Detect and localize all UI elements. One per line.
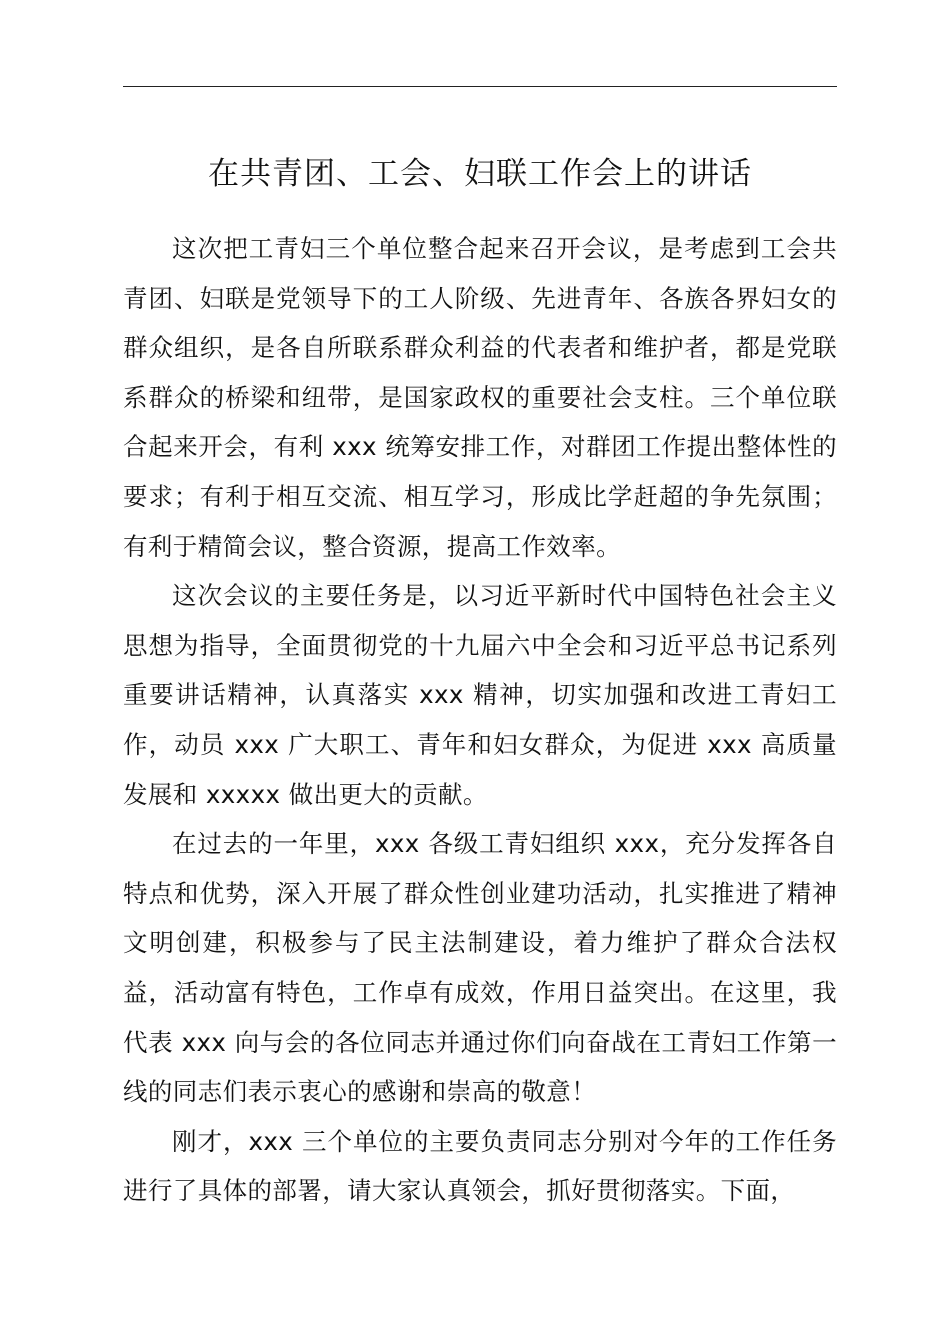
paragraph-4: 刚才，xxx 三个单位的主要负责同志分别对今年的工作任务进行了具体的部署，请大家认真领会，抓好贯彻落实。下面， (123, 1126, 837, 1206)
header-rule (123, 86, 837, 87)
paragraph-1: 这次把工青妇三个单位整合起来召开会议，是考虑到工会共青团、妇联是党领导下的工人阶级、先进青年、各族各界妇女的群众组织，是各自所联系群众利益的代表者和维护者，都是党联系群众的桥梁和纽带，是国家政权的重要社会支柱。三个单位联合起来开会，有利 xxx 统筹安排工作，对群团工作提出整体性的要求；有利于相互交流、相互学习，形成比学赶超的争先氛围；有利于精简会议，整合资源，提高工作效率。 (123, 234, 837, 561)
paragraph-3: 在过去的一年里，xxx 各级工青妇组织 xxx，充分发挥各自特点和优势，深入开展了群众性创业建功活动，扎实推进了精神文明创建，积极参与了民主法制建设，着力维护了群众合法权益，活动富有特色，工作卓有成效，作用日益突出。在这里，我代表 xxx 向与会的各位同志并通过你们向奋战在工青妇工作第一线的同志们表示衷心的感谢和崇高的敬意！ (123, 829, 837, 1107)
document-body (123, 224, 837, 1216)
paragraph-2: 这次会议的主要任务是，以习近平新时代中国特色社会主义思想为指导，全面贯彻党的十九届六中全会和习近平总书记系列重要讲话精神，认真落实 xxx 精神，切实加强和改进工青妇工作，动员 xxx 广大职工、青年和妇女群众，为促进 xxx 高质量发展和 xxxxx 做出更大的贡献。 (123, 581, 837, 809)
document-title: 在共青团、工会、妇联工作会上的讲话 (208, 156, 752, 192)
